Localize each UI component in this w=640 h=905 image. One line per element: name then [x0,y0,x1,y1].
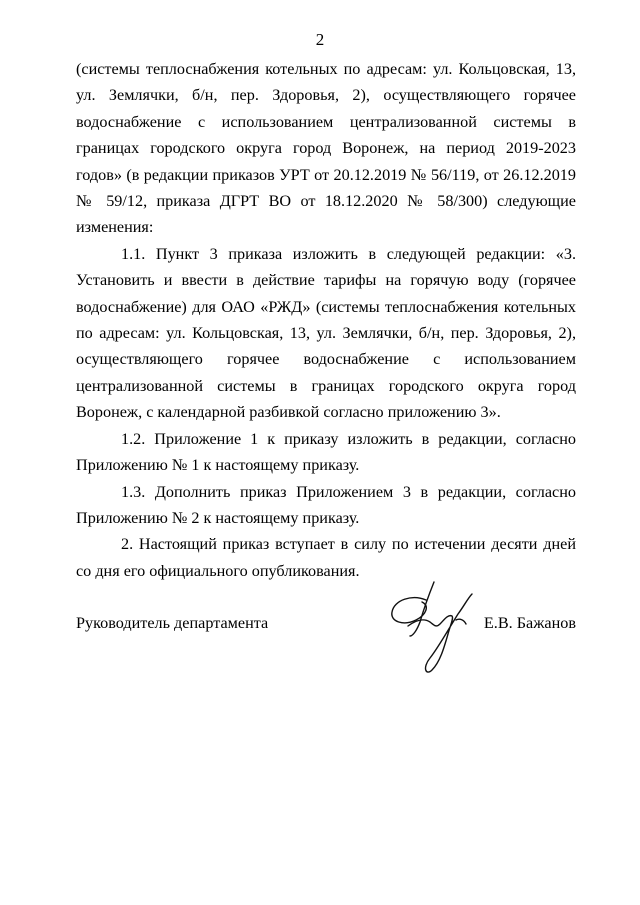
paragraph-1-1: 1.1. Пункт 3 приказа изложить в следующей редакции: «3. Установить и ввести в действие тарифы на горячую воду (горячее водоснабжение) для ОАО «РЖД» (системы теплоснабжения котельных по адресам: ул. Кольцовская, 13, ул. Землячки, б/н, пер. Здоровья, 2), осуществляющего горячее водоснабжение с использованием централизованной системы в границах городского округа город Воронеж, с календарной разбивкой согласно приложению 3». [76,244,576,422]
signatory-name: Е.В. Бажанов [483,614,576,632]
signature-block [76,610,576,690]
handwritten-signature [386,578,486,688]
document-body [76,56,576,584]
paragraph-continuation: (системы теплоснабжения котельных по адресам: ул. Кольцовская, 13, ул. Землячки, б/н, пер. Здоровья, 2), осуществляющего горячее водоснабжение с использованием централизованной системы в границах городского округа город Воронеж, на период 2019-2023 годов» (в редакции приказов УРТ от 20.12.2019 № 56/119, от 26.12.2019 № 59/12, приказа ДГРТ ВО от 18.12.2020 № 58/300) следующие изменения: [76,60,576,237]
page-number: 2 [315,30,325,49]
signatory-position: Руководитель департамента [76,614,269,632]
paragraph-1-3: 1.3. Дополнить приказ Приложением 3 в редакции, согласно Приложению № 2 к настоящему приказу. [76,482,576,527]
paragraph-2: 2. Настоящий приказ вступает в силу по истечении десяти дней со дня его официального опубликования. [76,535,576,580]
paragraph-1-2: 1.2. Приложение 1 к приказу изложить в редакции, согласно Приложению № 1 к настоящему приказу. [76,429,576,475]
